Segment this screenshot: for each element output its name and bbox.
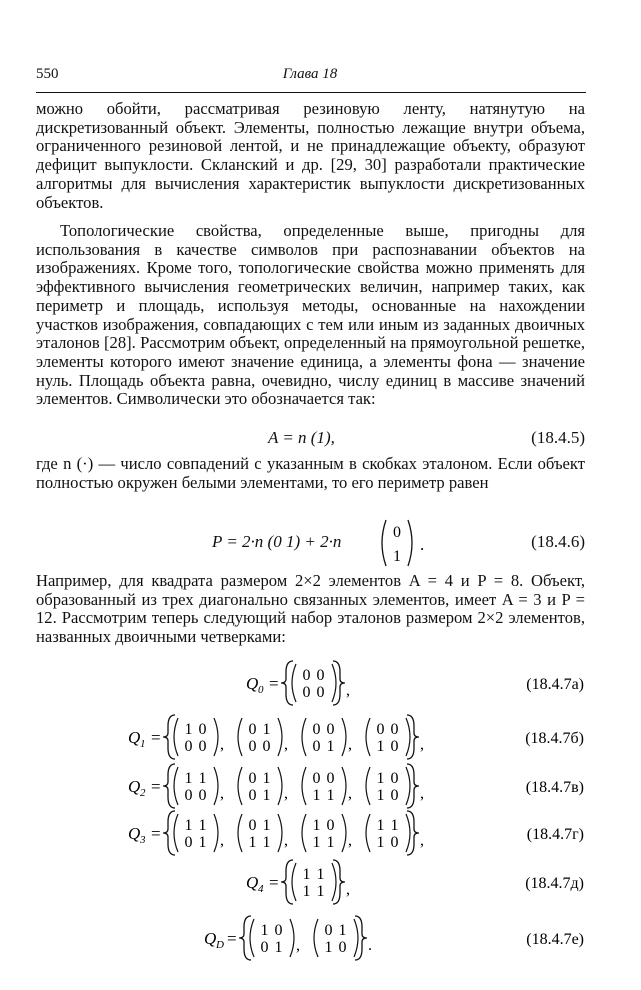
matrix-paren xyxy=(278,767,282,805)
matrix-paren xyxy=(354,919,358,957)
right-brace xyxy=(333,860,345,904)
trailing-punct: , xyxy=(346,682,350,699)
trailing-punct: , xyxy=(420,785,424,802)
matrix-paren xyxy=(342,767,346,805)
comma: , xyxy=(220,832,224,849)
matrix-paren xyxy=(214,718,218,756)
matrix-paren xyxy=(406,767,410,805)
comma: , xyxy=(220,736,224,753)
left-brace xyxy=(239,916,251,960)
matrix-row-top: 1 0 xyxy=(184,721,208,738)
quad-label: Q xyxy=(128,777,141,796)
comma: , xyxy=(296,937,300,954)
matrix-paren xyxy=(302,718,306,756)
quad-equation-number: (18.4.7д) xyxy=(525,875,584,892)
matrix-row-bottom: 0 0 xyxy=(302,684,326,701)
quad-equation-0 xyxy=(246,661,584,705)
vector-top: 0 xyxy=(393,524,401,541)
comma: , xyxy=(284,785,288,802)
chapter-title: Глава 18 xyxy=(282,66,338,82)
matrix-row-top: 0 1 xyxy=(248,817,272,834)
quad-equation-1 xyxy=(128,715,584,759)
svg-text:.: . xyxy=(420,535,425,554)
left-brace xyxy=(163,764,175,808)
quad-equation-2 xyxy=(128,764,584,808)
quad-label: Q xyxy=(246,674,259,693)
matrix-paren xyxy=(342,814,346,852)
page-number: 550 xyxy=(36,66,59,82)
matrix-row-top: 1 0 xyxy=(312,817,336,834)
matrix-row-top: 1 0 xyxy=(260,922,284,939)
matrix-paren xyxy=(214,767,218,805)
left-brace xyxy=(163,811,175,855)
right-brace xyxy=(407,764,419,808)
paragraph-convexity: можно обойти, рассматривая резиновую ленту, натянутую на дискретизованный объект. Элементы, полностью лежащие внутри объема, ограниченного резиновой лентой, и не принадлежащие объекту, образуют дефицит выпуклости. Скланский и др. [29, 30] разработали практические алгоритмы для вычисления характеристик выпуклости дискретизованных объектов. xyxy=(36,99,585,212)
matrix-row-top: 0 1 xyxy=(324,922,348,939)
right-brace xyxy=(355,916,367,960)
quad-equation-number: (18.4.7б) xyxy=(525,730,584,747)
matrix-row-bottom: 1 0 xyxy=(324,939,348,956)
quad-subscript: 2 xyxy=(140,787,146,799)
quad-equation-4 xyxy=(246,860,584,904)
right-brace xyxy=(333,661,345,705)
quad-equation-number: (18.4.7е) xyxy=(526,931,584,948)
comma: , xyxy=(348,736,352,753)
matrix-paren xyxy=(290,919,294,957)
matrix-paren xyxy=(278,718,282,756)
matrix-paren xyxy=(314,919,318,957)
equals-sign: = xyxy=(151,728,161,747)
matrix-paren xyxy=(174,767,178,805)
matrix-row-top: 0 0 xyxy=(302,667,326,684)
matrix-row-bottom: 0 0 xyxy=(184,787,208,804)
matrix-row-top: 0 0 xyxy=(312,721,336,738)
comma: , xyxy=(284,832,288,849)
right-brace xyxy=(407,715,419,759)
matrix-paren xyxy=(302,767,306,805)
comma: , xyxy=(348,785,352,802)
quad-equation-3 xyxy=(128,811,584,855)
matrix-paren xyxy=(174,814,178,852)
matrix-paren xyxy=(174,718,178,756)
equation-perimeter-lhs: P = 2·n (0 1) + 2·n xyxy=(212,532,342,551)
comma: , xyxy=(284,736,288,753)
quad-subscript: D xyxy=(216,939,224,951)
matrix-row-top: 1 1 xyxy=(184,817,208,834)
matrix-paren xyxy=(278,814,282,852)
matrix-paren xyxy=(332,863,336,901)
equals-sign: = xyxy=(227,929,237,948)
matrix-row-bottom: 1 0 xyxy=(376,834,400,851)
equals-sign: = xyxy=(269,873,279,892)
right-brace xyxy=(407,811,419,855)
matrix-paren xyxy=(342,718,346,756)
matrix-row-bottom: 1 0 xyxy=(376,787,400,804)
matrix-row-top: 0 0 xyxy=(312,770,336,787)
matrix-row-bottom: 1 1 xyxy=(312,834,336,851)
comma: , xyxy=(220,785,224,802)
matrix-paren xyxy=(250,919,254,957)
trailing-punct: , xyxy=(420,736,424,753)
matrix-paren xyxy=(238,767,242,805)
quad-subscript: 0 xyxy=(258,684,264,696)
matrix-row-bottom: 0 1 xyxy=(248,787,272,804)
matrix-row-top: 0 1 xyxy=(248,721,272,738)
trailing-punct: . xyxy=(368,937,372,954)
matrix-row-bottom: 0 0 xyxy=(248,738,272,755)
matrix-row-bottom: 1 0 xyxy=(376,738,400,755)
matrix-row-bottom: 1 1 xyxy=(248,834,272,851)
paragraph-topology: Топологические свойства, определенные выше, пригодны для использования в качестве символов при распознавании объектов на изображениях. Кроме того, топологические свойства можно применять для эффективного вычисления геометрических величин, например таких, как периметр и площадь, используя методы, основанные на нахождении участков изображения, совпадающих с тем или иным из заданных двоичных эталонов [28]. Рассмотрим объект, определенный на прямоугольной решетке, элементы которого имеют значение единица, а элементы фона — значение нуль. Площадь объекта равна, очевидно, числу единиц в массиве значений элементов. Символически это обозначается так: xyxy=(36,221,585,409)
quad-equation-number: (18.4.7г) xyxy=(526,826,584,843)
matrix-paren xyxy=(214,814,218,852)
quad-label: Q xyxy=(128,728,141,747)
matrix-row-top: 1 1 xyxy=(376,817,400,834)
matrix-row-bottom: 1 1 xyxy=(312,787,336,804)
equation-perimeter-number: (18.4.6) xyxy=(531,532,585,551)
quad-subscript: 1 xyxy=(140,738,146,750)
matrix-row-top: 1 0 xyxy=(376,770,400,787)
vector-bottom: 1 xyxy=(393,548,401,565)
trailing-punct: , xyxy=(420,832,424,849)
quad-equation-number: (18.4.7а) xyxy=(526,676,584,693)
matrix-row-top: 0 0 xyxy=(376,721,400,738)
quad-label: Q xyxy=(128,824,141,843)
matrix-paren xyxy=(292,863,296,901)
quad-subscript: 3 xyxy=(140,834,146,846)
matrix-paren xyxy=(238,814,242,852)
comma: , xyxy=(348,832,352,849)
equals-sign: = xyxy=(151,824,161,843)
equation-area-expr: A = n (1), xyxy=(268,428,335,447)
quad-label: Q xyxy=(246,873,259,892)
matrix-row-top: 1 1 xyxy=(302,866,326,883)
paragraph-quads: Например, для квадрата размером 2×2 элементов A = 4 и P = 8. Объект, образованный из трех диагонально связанных элементов, имеет A = 3 и P = 12. Рассмотрим теперь следующий набор эталонов размером 2×2 элементов, названных двоичными четверками: xyxy=(36,571,585,647)
matrix-paren xyxy=(366,767,370,805)
left-brace xyxy=(281,860,293,904)
equals-sign: = xyxy=(151,777,161,796)
matrix-paren xyxy=(302,814,306,852)
matrix-row-bottom: 0 1 xyxy=(260,939,284,956)
matrix-paren xyxy=(366,814,370,852)
matrix-row-top: 1 1 xyxy=(184,770,208,787)
equals-sign: = xyxy=(269,674,279,693)
matrix-row-bottom: 1 1 xyxy=(302,883,326,900)
quad-equation-number: (18.4.7в) xyxy=(525,779,584,796)
equation-area-number: (18.4.5) xyxy=(531,428,585,447)
quad-subscript: 4 xyxy=(258,883,264,895)
matrix-paren xyxy=(406,814,410,852)
quad-label: Q xyxy=(204,929,217,948)
matrix-paren xyxy=(292,664,296,702)
trailing-punct: , xyxy=(346,881,350,898)
matrix-paren xyxy=(406,718,410,756)
quad-equation-d xyxy=(204,916,584,960)
left-brace xyxy=(281,661,293,705)
matrix-row-bottom: 0 1 xyxy=(184,834,208,851)
matrix-paren xyxy=(366,718,370,756)
matrix-paren xyxy=(238,718,242,756)
matrix-row-bottom: 0 0 xyxy=(184,738,208,755)
matrix-row-bottom: 0 1 xyxy=(312,738,336,755)
matrix-row-top: 0 1 xyxy=(248,770,272,787)
paragraph-perimeter-intro: где n (·) — число совпадений с указанным в скобках эталоном. Если объект полностью окружен белыми элементами, то его периметр равен xyxy=(36,454,585,492)
matrix-paren xyxy=(332,664,336,702)
left-brace xyxy=(163,715,175,759)
